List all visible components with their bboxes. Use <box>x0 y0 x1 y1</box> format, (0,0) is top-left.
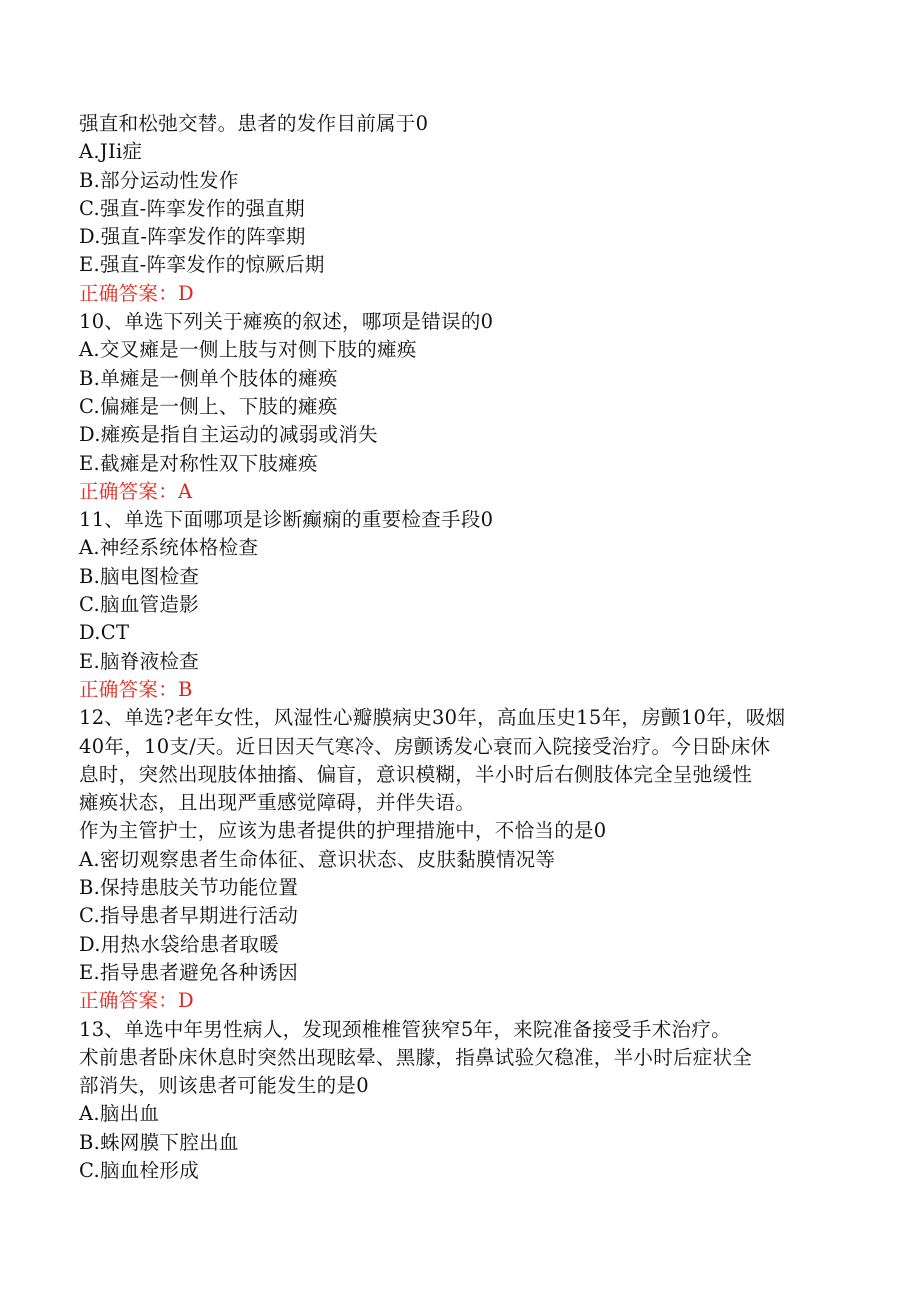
question-9-option-a: A.JIi症 <box>79 140 143 164</box>
question-12-option-b: B.保持患肢关节功能位置 <box>79 876 299 900</box>
question-10-stem: 10、单选下列关于瘫痪的叙述，哪项是错误的0 <box>79 310 494 334</box>
question-13-option-b: B.蛛网膜下腔出血 <box>79 1130 239 1154</box>
question-10-option-c: C.偏瘫是一侧上、下肢的瘫痪 <box>79 394 338 418</box>
question-11-option-d: D.CT <box>79 621 130 645</box>
question-10-option-d: D.瘫痪是指自主运动的减弱或消失 <box>79 423 378 447</box>
question-12-stem-line-4: 瘫痪状态，且出现严重感觉障碍，并伴失语。 <box>79 791 476 815</box>
question-9-answer: 正确答案：D <box>79 281 194 305</box>
question-11-option-c: C.脑血管造影 <box>79 593 200 617</box>
document-page <box>79 110 839 1185</box>
question-12-answer: 正确答案：D <box>79 989 194 1013</box>
question-13-option-c: C.脑血栓形成 <box>79 1158 200 1182</box>
question-11-option-a: A.神经系统体格检查 <box>79 536 259 560</box>
question-13-stem-line-3: 部消失，则该患者可能发生的是0 <box>79 1074 369 1098</box>
question-12-stem-line-2: 40年，10支/天。近日因天气寒冷、房颤诱发心衰而入院接受治疗。今日卧床休 <box>79 734 771 758</box>
question-10-option-e: E.截瘫是对称性双下肢瘫痪 <box>79 451 318 475</box>
question-12-stem-line-5: 作为主管护士，应该为患者提供的护理措施中，不恰当的是0 <box>79 819 607 843</box>
question-12-option-a: A.密切观察患者生命体征、意识状态、皮肤黏膜情况等 <box>79 847 556 871</box>
question-10-option-b: B.单瘫是一侧单个肢体的瘫痪 <box>79 366 338 390</box>
question-11-option-b: B.脑电图检查 <box>79 564 200 588</box>
question-12-option-c: C.指导患者早期进行活动 <box>79 904 299 928</box>
question-12-option-e: E.指导患者避免各种诱因 <box>79 960 299 984</box>
question-11-answer: 正确答案：B <box>79 677 193 701</box>
question-13-option-a: A.脑出血 <box>79 1102 160 1126</box>
question-10-answer: 正确答案：A <box>79 479 193 503</box>
question-11-option-e: E.脑脊液检查 <box>79 649 200 673</box>
question-12-stem-line-3: 息时，突然出现肢体抽搐、偏盲，意识模糊，半小时后右侧肢体完全呈弛缓性 <box>79 762 753 786</box>
question-12-stem-line-1: 12、单选?老年女性，风湿性心瓣膜病史30年，高血压史15年，房颤10年，吸烟 <box>79 706 786 730</box>
question-9-option-b: B.部分运动性发作 <box>79 168 239 192</box>
question-9-stem-tail: 强直和松弛交替。患者的发作目前属于0 <box>79 112 429 135</box>
question-11-stem: 11、单选下面哪项是诊断癫痫的重要检查手段0 <box>79 508 494 532</box>
question-9-option-d: D.强直-阵挛发作的阵挛期 <box>79 225 306 249</box>
question-13-stem-line-1: 13、单选中年男性病人，发现颈椎椎管狭窄5年，来院准备接受手术治疗。 <box>79 1017 731 1041</box>
question-9-option-e: E.强直-阵挛发作的惊厥后期 <box>79 253 325 277</box>
question-9-option-c: C.强直-阵挛发作的强直期 <box>79 196 305 220</box>
question-12-option-d: D.用热水袋给患者取暖 <box>79 932 279 956</box>
question-13-stem-line-2: 术前患者卧床休息时突然出现眩晕、黑朦，指鼻试验欠稳准，半小时后症状全 <box>79 1045 753 1069</box>
question-10-option-a: A.交叉瘫是一侧上肢与对侧下肢的瘫痪 <box>79 338 417 362</box>
